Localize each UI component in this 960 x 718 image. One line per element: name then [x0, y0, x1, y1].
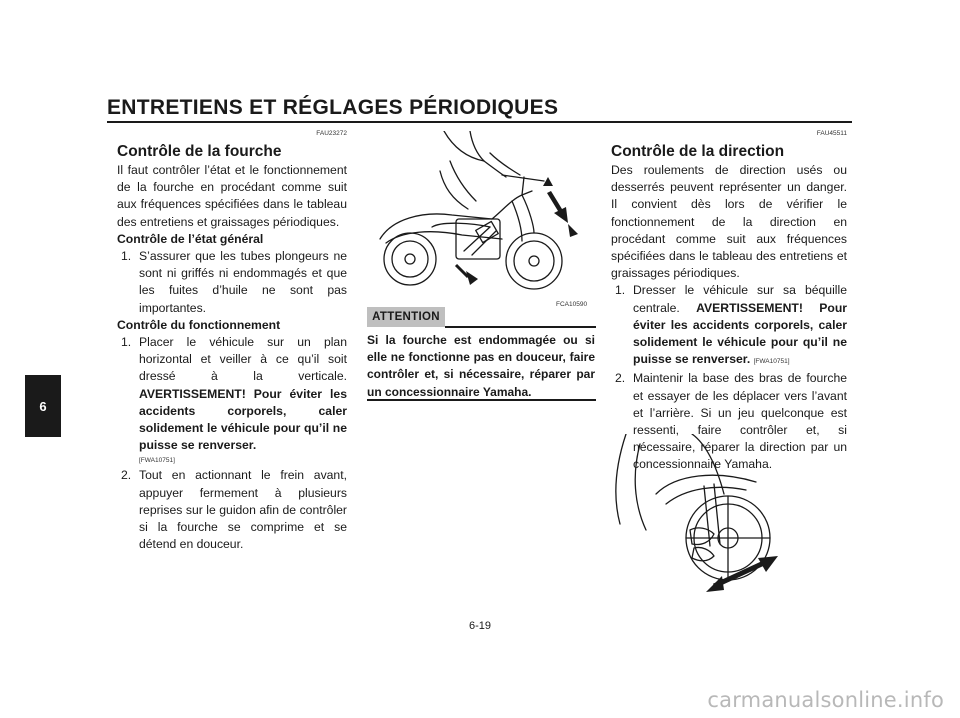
- fork-ref: FAU23272: [316, 130, 347, 137]
- watermark[interactable]: carmanualsonline.info: [707, 688, 944, 712]
- steering-section: [611, 130, 847, 474]
- caution-rule-bottom: [367, 399, 596, 401]
- caution-text: Si la fourche est endommagée ou si elle ne fonctionne pas en douceur, faire contrôler et, si nécessaire, réparer par un concessionnaire Yamaha.: [367, 333, 595, 399]
- fork-general-title: Contrôle de l’état général: [117, 231, 264, 246]
- fork-title: Contrôle de la fourche: [117, 143, 282, 160]
- steering-check-illustration: [606, 434, 814, 594]
- steering-step-1: [611, 282, 847, 370]
- chapter-tab[interactable]: 6: [25, 375, 61, 437]
- warning-ref: [FWA10751]: [139, 457, 175, 465]
- step-number: 2.: [615, 371, 626, 386]
- page-header-title: ENTRETIENS ET RÉGLAGES PÉRIODIQUES: [107, 96, 559, 119]
- step-warning: AVERTISSEMENT! Pour éviter les accidents corporels, caler solidement le véhicule pour qu’il ne puisse se renverser.: [633, 300, 848, 367]
- step-text: Maintenir la base des bras de fourche et essayer de les déplacer vers l’avant et l’arrière. Si un jeu quelconque est ressenti, faire contrôler et, si nécessaire, réparer la direction par un concessionnaire Yamaha.: [633, 371, 847, 472]
- fork-intro: Il faut contrôler l’état et le fonctionnement de la fourche en procédant comme suit aux fréquences spécifiées dans le tableau des entretiens et graissages périodiques.: [117, 163, 347, 229]
- header-rule: [107, 121, 852, 123]
- step-text: Placer le véhicule sur un plan horizontal et veiller à ce qu’il soit dressé à la verticale.: [139, 335, 347, 384]
- steering-title: Contrôle de la direction: [611, 143, 785, 160]
- step-number: 1.: [121, 335, 132, 350]
- fork-operation-step-2: [117, 467, 347, 553]
- steering-ref: FAU45511: [816, 130, 847, 137]
- caution-badge: ATTENTION: [367, 307, 445, 327]
- fork-general-step-1: [117, 248, 347, 317]
- step-text: Dresser le véhicule sur sa béquille centrale.: [633, 283, 847, 315]
- fork-check-illustration: [372, 131, 598, 292]
- page-number: 6-19: [468, 620, 492, 632]
- step-number: 1.: [121, 249, 132, 264]
- step-text: S’assurer que les tubes plongeurs ne sont ni griffés ni endommagés et que les fuites d’huile ne sont pas importantes.: [139, 249, 347, 315]
- step-text: Tout en actionnant le frein avant, appuyer fermement à plusieurs reprises sur le guidon afin de contrôler si la fourche se comprime et se détend en douceur.: [139, 468, 347, 552]
- fork-section: [117, 130, 347, 553]
- caution-rule-top: [445, 326, 596, 328]
- steering-intro: Des roulements de direction usés ou desserrés peuvent représenter un danger. Il convient dès lors de vérifier le fonctionnement de la direction en procédant comme suit aux fréquences spécifiées dans le tableau des entretiens et graissages périodiques.: [611, 163, 847, 281]
- step-number: 1.: [615, 283, 626, 298]
- warning-ref: [FWA10751]: [753, 358, 790, 366]
- caution-ref: FCA10590: [556, 301, 588, 308]
- fork-operation-step-1: [117, 334, 347, 465]
- step-warning: AVERTISSEMENT! Pour éviter les accidents corporels, caler solidement le véhicule pour qu’il ne puisse se renverser.: [139, 386, 347, 453]
- step-number: 2.: [121, 468, 132, 483]
- fork-operation-title: Contrôle du fonctionnement: [117, 317, 281, 332]
